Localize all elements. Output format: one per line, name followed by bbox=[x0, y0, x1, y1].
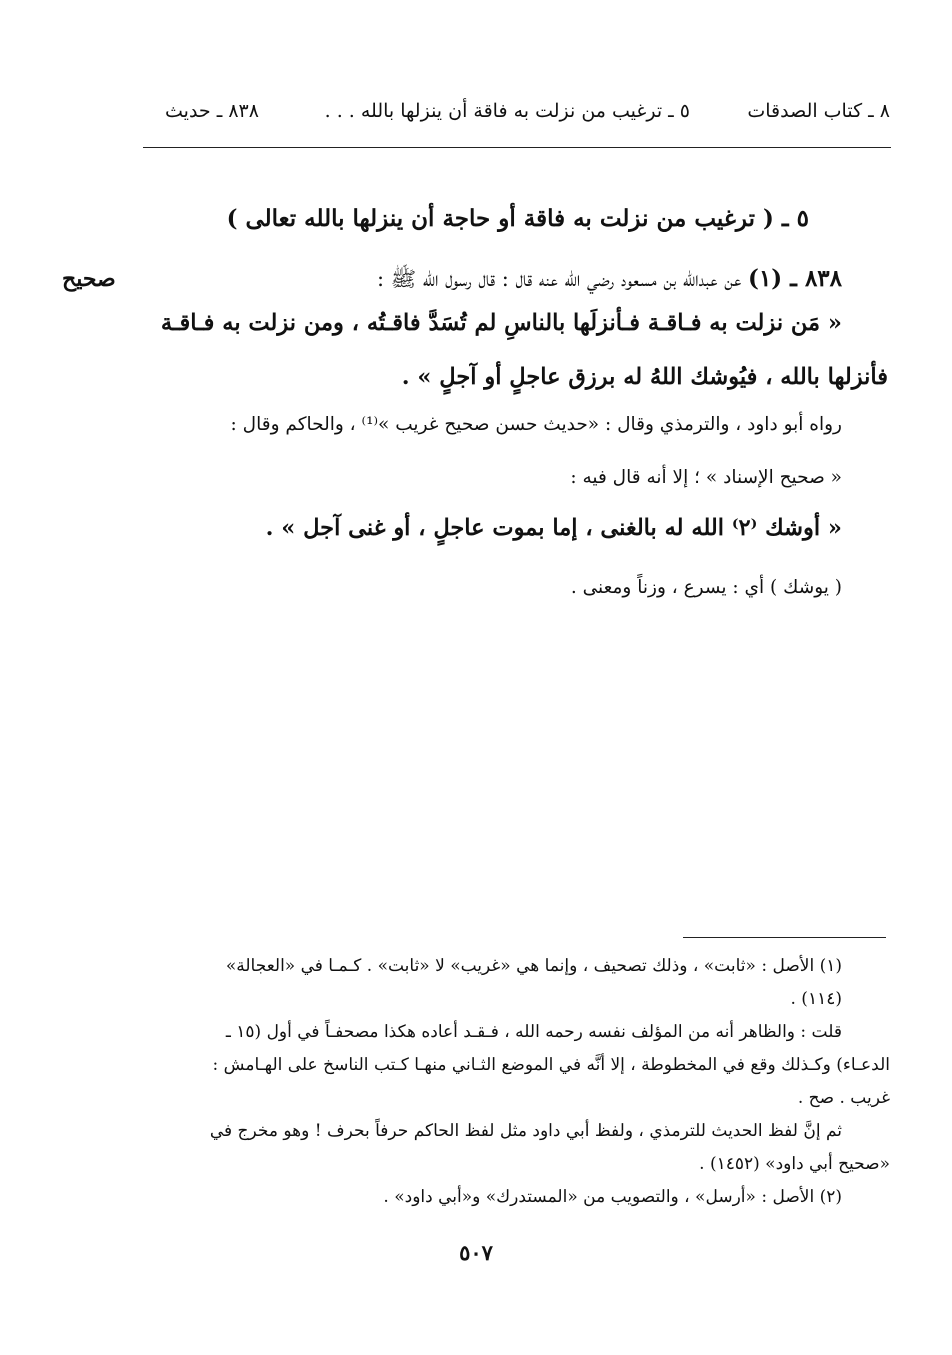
footnote-line: ثم إنَّ لفظ الحديث للترمذي ، ولفظ أبي داود مثل لفظ الحاكم حرفاً بحرف ! وهو مخرج في bbox=[209, 1121, 842, 1141]
hadith-isnad: عن عبدالله بن مسعود رضي الله عنه قال : قال رسول الله ﷺ : bbox=[376, 267, 742, 291]
page-number: ٥٠٧ bbox=[459, 1240, 493, 1265]
hadith-number: ٨٣٨ ـ (١) bbox=[748, 265, 842, 292]
narration-line-1: رواه أبو داود ، والترمذي وقال : «حديث حسن صحيح غريب »⁽¹⁾ ، والحاكم وقال : bbox=[230, 414, 842, 435]
word-gloss: ( يوشك ) أي : يسرع ، وزناً ومعنى . bbox=[570, 577, 842, 598]
narration-line-2: « صحيح الإسناد » ؛ إلا أنه قال فيه : bbox=[570, 467, 842, 488]
header-hadith-number: ٨٣٨ ـ حديث bbox=[165, 100, 259, 122]
hadith-grade: صحيح bbox=[62, 266, 116, 292]
footnote-line: (١١٤) . bbox=[790, 989, 842, 1009]
footnote-line: قلت : والظاهر أنه من المؤلف نفسه رحمه الله ، فـقـد أعاده هكذا مصحفـاً في أول (١٥ ـ bbox=[225, 1022, 842, 1042]
footnote-line: (٢) الأصل : «أرسل» ، والتصويب من «المستدرك» و«أبي داود» . bbox=[383, 1187, 842, 1207]
hadith-variant: « أوشك ⁽٢⁾ الله له بالغنى ، إما بموت عاجلٍ ، أو غنى آجل » . bbox=[265, 515, 842, 541]
hadith-text-line-2: فأنزلها بالله ، فيُوشك اللهُ له برزق عاجلٍ أو آجلٍ » . bbox=[401, 364, 888, 390]
hadith-text-line-1: « مَن نزلت به فـاقـة فـأنزلَها بالناسِ لم تُسَدَّ فاقـتُه ، ومن نزلت به فـاقـة bbox=[160, 310, 842, 336]
footnote-line: (١) الأصل : «ثابت» ، وذلك تصحيف ، وإنما هي «غريب» لا «ثابت» . كـمـا في «العجالة» bbox=[225, 956, 842, 976]
footnote-line: «صحيح أبي داود» (١٤٥٢) . bbox=[699, 1154, 890, 1174]
header-book-title: ٨ ـ كتاب الصدقات bbox=[747, 100, 890, 122]
header-chapter-title: ٥ ـ ترغيب من نزلت به فاقة أن ينزلها بالله . . . bbox=[324, 100, 690, 122]
footnote-line: الدعـاء) وكـذلك وقع في المخطوطة ، إلا أنَّه في الموضع الثـاني منهـا كـتب الناسخ على الهـامش : bbox=[212, 1055, 890, 1075]
hadith-intro-line bbox=[377, 265, 842, 297]
footnote-rule bbox=[683, 937, 886, 938]
header-rule bbox=[143, 147, 891, 148]
footnote-line: غريب . صح . bbox=[797, 1088, 890, 1108]
chapter-heading: ٥ ـ ( ترغيب من نزلت به فاقة أو حاجة أن ينزلها بالله تعالى ) bbox=[226, 205, 809, 232]
